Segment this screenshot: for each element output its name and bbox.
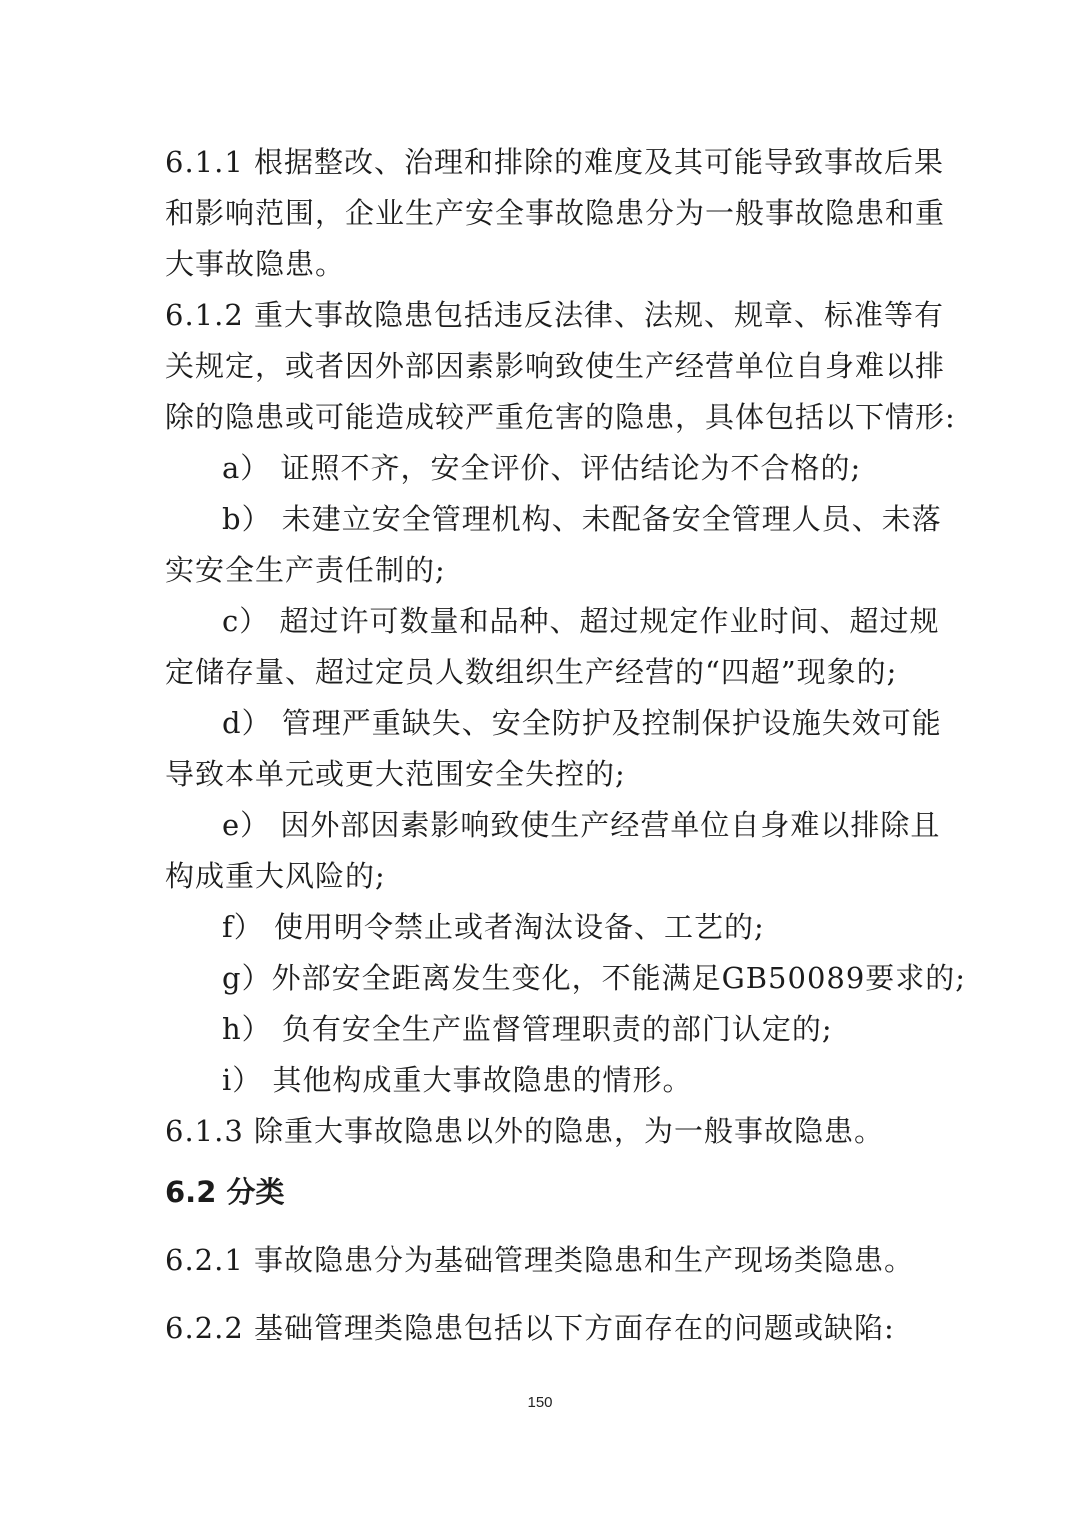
list-item: i） 其他构成重大事故隐患的情形。 [222, 1063, 693, 1097]
list-item: h） 负有安全生产监督管理职责的部门认定的; [222, 1012, 833, 1046]
list-item: g）外部安全距离发生变化，不能满足GB50089要求的; [222, 961, 967, 995]
paragraph-line: 6.2.1 事故隐患分为基础管理类隐患和生产现场类隐患。 [165, 1243, 915, 1277]
list-item-continuation: 构成重大风险的; [165, 859, 386, 893]
paragraph-line: 除的隐患或可能造成较严重危害的隐患，具体包括以下情形: [165, 400, 956, 434]
list-item: b） 未建立安全管理机构、未配备安全管理人员、未落 [222, 502, 942, 536]
paragraph-line: 6.1.1 根据整改、治理和排除的难度及其可能导致事故后果 [165, 145, 945, 179]
paragraph-line: 大事故隐患。 [165, 247, 346, 281]
paragraph-line: 6.2.2 基础管理类隐患包括以下方面存在的问题或缺陷: [165, 1311, 895, 1345]
paragraph-line: 6.1.2 重大事故隐患包括违反法律、法规、规章、标准等有 [165, 298, 945, 332]
page-number: 150 [527, 1394, 553, 1411]
list-item: f） 使用明令禁止或者淘汰设备、工艺的; [222, 910, 765, 944]
list-item: d） 管理严重缺失、安全防护及控制保护设施失效可能 [222, 706, 942, 740]
list-item-continuation: 定储存量、超过定员人数组织生产经营的“四超”现象的; [165, 655, 898, 689]
list-item: e） 因外部因素影响致使生产经营单位自身难以排除且 [222, 808, 941, 842]
paragraph-line: 关规定，或者因外部因素影响致使生产经营单位自身难以排 [165, 349, 946, 383]
list-item-continuation: 实安全生产责任制的; [165, 553, 446, 587]
list-item: c） 超过许可数量和品种、超过规定作业时间、超过规 [222, 604, 940, 638]
list-item: a） 证照不齐，安全评价、评估结论为不合格的; [222, 451, 862, 485]
list-item-continuation: 导致本单元或更大范围安全失控的; [165, 757, 626, 791]
paragraph-line: 6.1.3 除重大事故隐患以外的隐患，为一般事故隐患。 [165, 1114, 885, 1148]
section-heading: 6.2 分类 [165, 1175, 285, 1209]
paragraph-line: 和影响范围，企业生产安全事故隐患分为一般事故隐患和重 [165, 196, 946, 230]
